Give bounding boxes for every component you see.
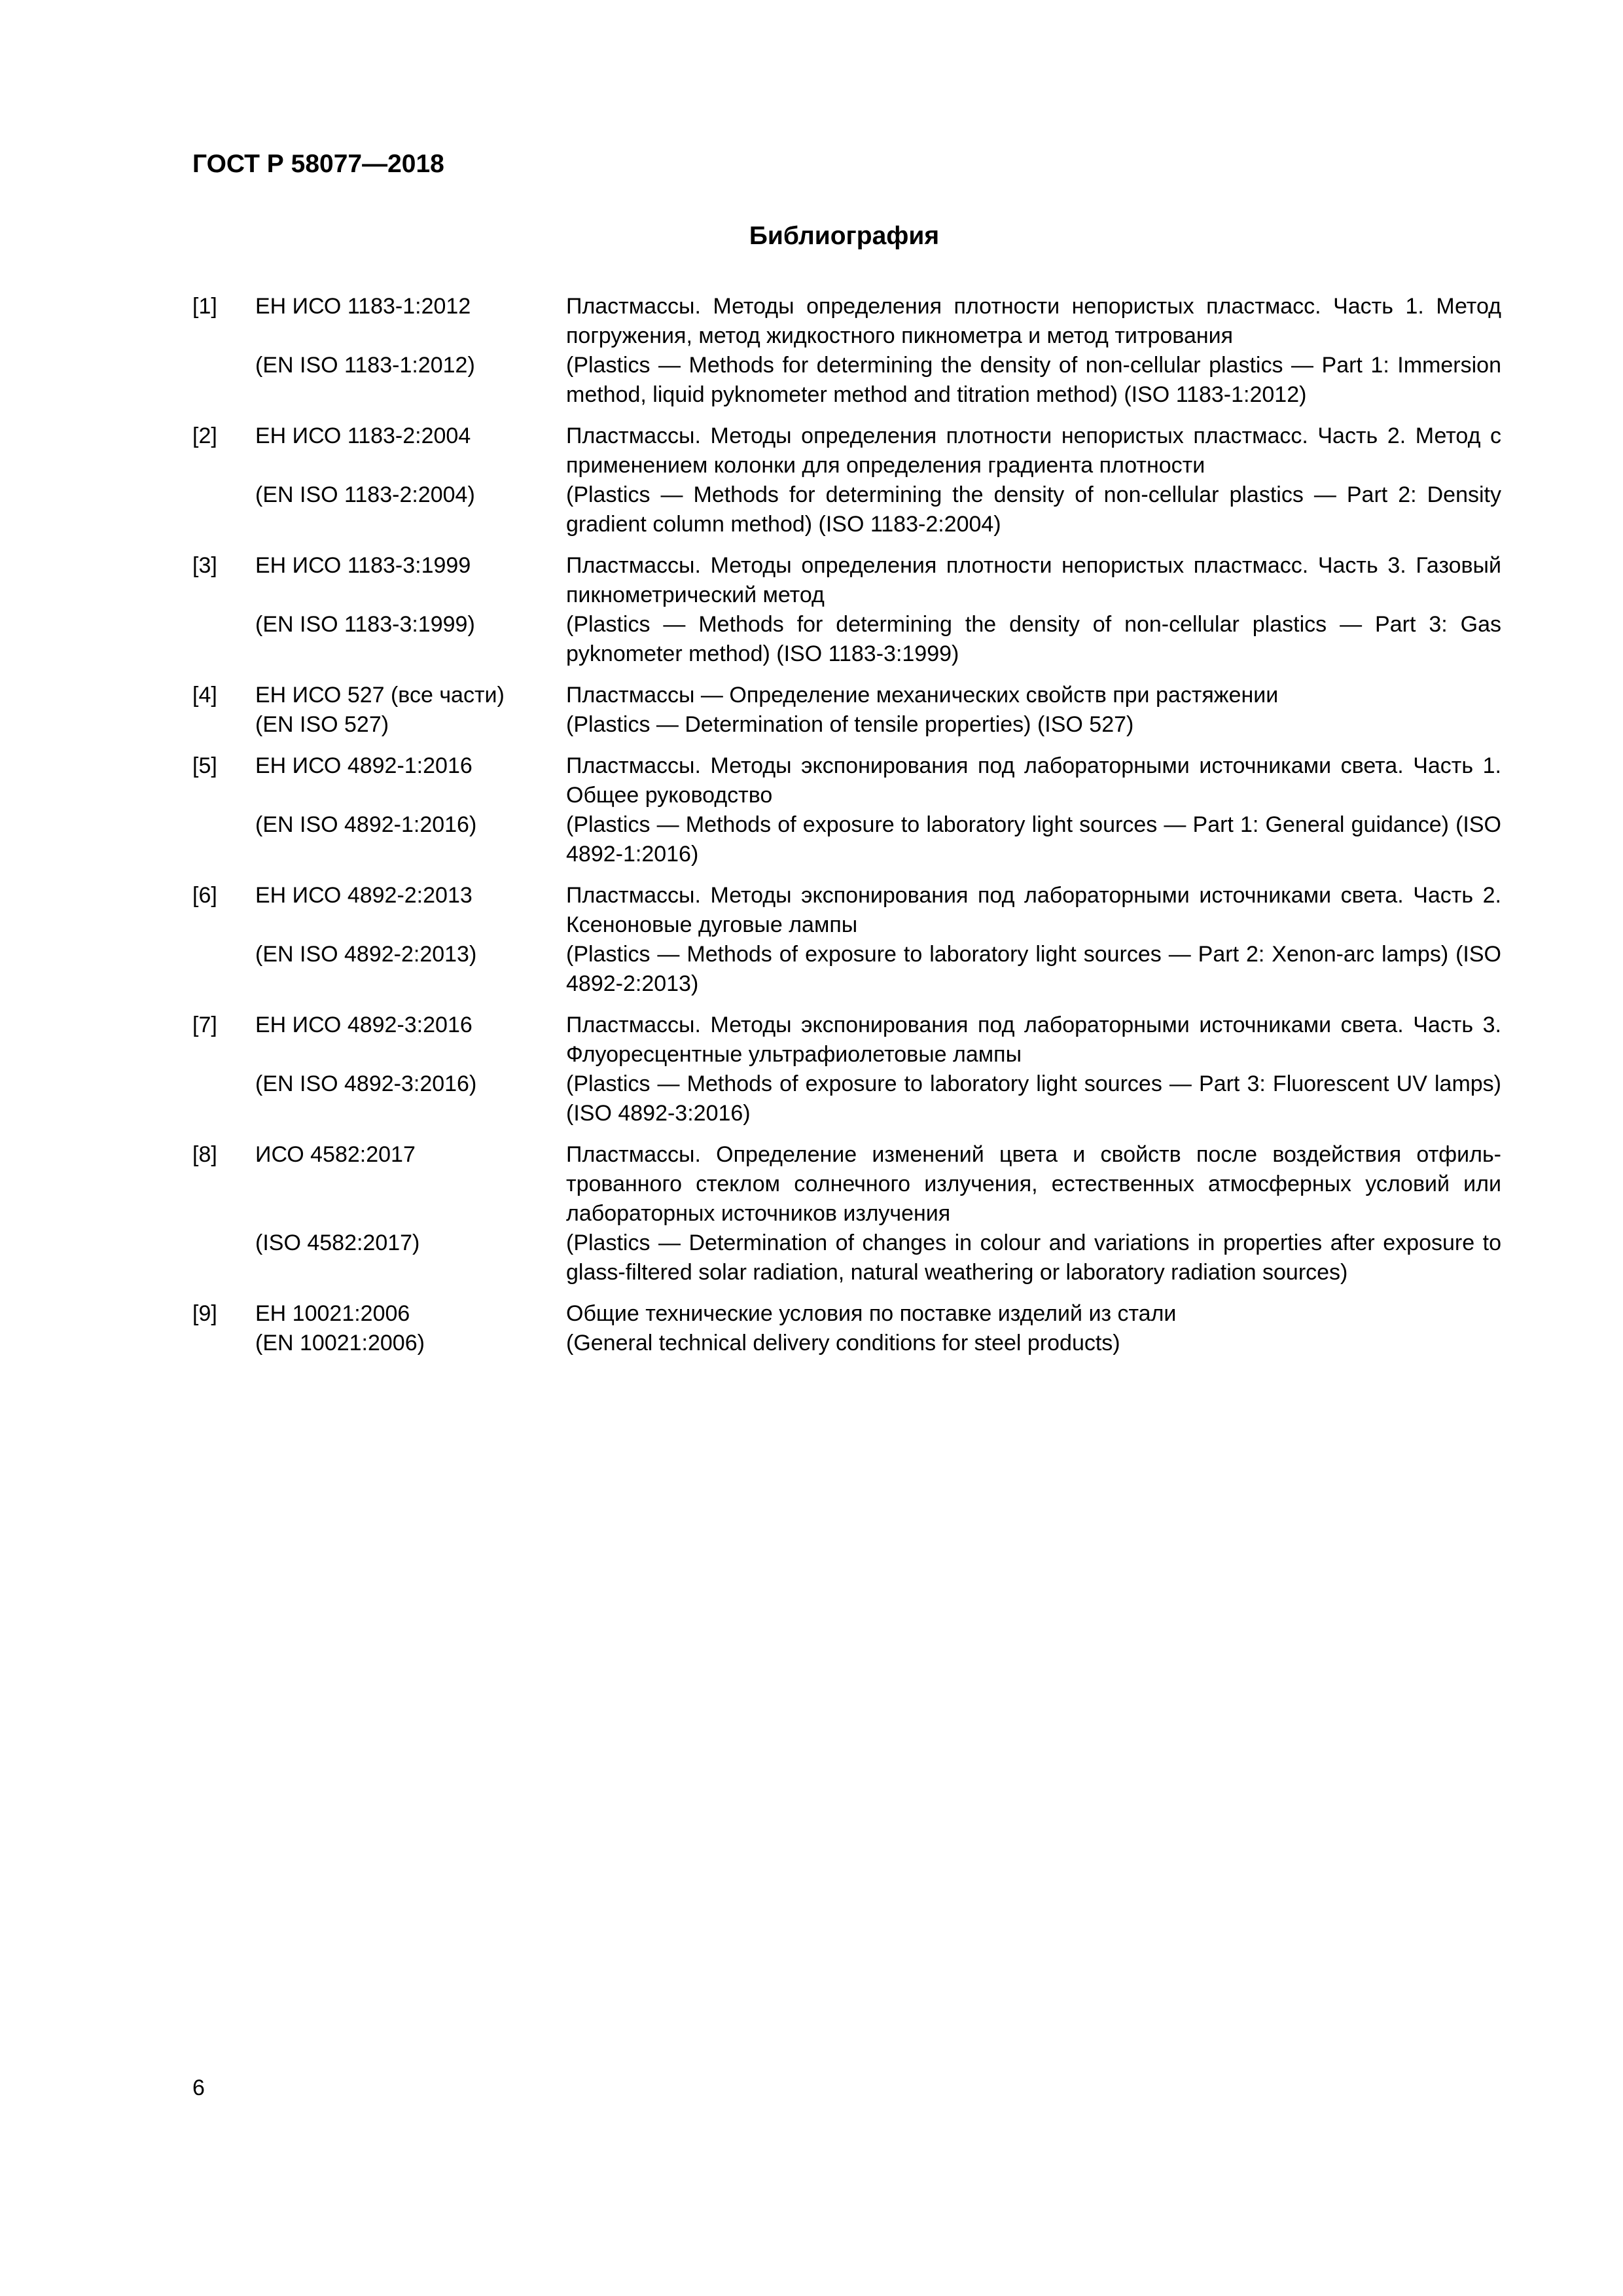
entry-standard-title: (General technical delivery conditions for steel products) xyxy=(566,1331,1120,1355)
bibliography-entry xyxy=(192,881,1501,999)
bibliography-entry-row xyxy=(192,292,1501,351)
bibliography-entry-row xyxy=(192,710,1501,740)
entry-standard-title: Пластмассы. Методы определения плотности непористых пластмасс. Часть 3. Газовый пикнометрический метод xyxy=(566,553,1501,607)
entry-standard-title: Пластмассы. Методы экспонирования под лабораторными источниками света. Часть 3. Флуоресцентные ультрафиолетовые лампы xyxy=(566,1013,1501,1067)
entry-standard-code: (EN ISO 1183-3:1999) xyxy=(255,612,475,637)
entry-standard-code: ЕН ИСО 1183-3:1999 xyxy=(255,553,471,578)
entry-standard-code: ЕН 10021:2006 xyxy=(255,1301,410,1326)
bibliography-entry-row xyxy=(192,480,1501,539)
entry-standard-code: (EN ISO 1183-1:2012) xyxy=(255,353,475,378)
entry-standard-title: (Plastics — Methods for determining the density of non-cellular plastics — Part 2: Density gradient column method) (ISO 1183-2:2004) xyxy=(566,482,1501,537)
bibliography-entry xyxy=(192,292,1501,410)
standard-code-header: ГОСТ Р 58077—2018 xyxy=(192,150,444,178)
bibliography-entry-row xyxy=(192,681,1501,710)
bibliography-entry-row xyxy=(192,1229,1501,1287)
bibliography-entry-row xyxy=(192,422,1501,480)
entry-number: [9] xyxy=(192,1301,217,1326)
entry-standard-title: Общие технические условия по поставке изделий из стали xyxy=(566,1301,1177,1326)
entry-standard-title: (Plastics — Determination of tensile properties) (ISO 527) xyxy=(566,712,1134,737)
bibliography-entry-row xyxy=(192,610,1501,669)
bibliography-entry-row xyxy=(192,1140,1501,1229)
entry-standard-code: ИСО 4582:2017 xyxy=(255,1142,416,1167)
bibliography-entry-row xyxy=(192,881,1501,940)
entry-standard-title: (Plastics — Methods for determining the density of non-cellular plastics — Part 1: Immersion method, liquid pyknometer method and titration method) (ISO 1183-1:2012) xyxy=(566,353,1501,407)
entry-standard-code: ЕН ИСО 1183-2:2004 xyxy=(255,423,471,448)
entry-standard-code: (ISO 4582:2017) xyxy=(255,1230,420,1255)
entry-standard-code: ЕН ИСО 4892-3:2016 xyxy=(255,1013,473,1037)
bibliography-entry-row xyxy=(192,810,1501,869)
bibliography-entry xyxy=(192,681,1501,740)
entry-standard-title: (Plastics — Determination of changes in colour and variations in properties after exposure to glass-filtered solar radiation, natural weathering or laboratory radiation sources) xyxy=(566,1230,1501,1285)
entry-standard-title: Пластмассы. Методы экспонирования под лабораторными источниками света. Часть 1. Общее руководство xyxy=(566,753,1501,808)
bibliography-entry xyxy=(192,1140,1501,1287)
entry-number: [1] xyxy=(192,294,217,319)
entry-number: [2] xyxy=(192,423,217,448)
entry-standard-title: (Plastics — Methods for determining the density of non-cellular plastics — Part 3: Gas pyknometer method) (ISO 1183-3:1999) xyxy=(566,612,1501,666)
bibliography-entry-row xyxy=(192,1069,1501,1128)
bibliography-entry xyxy=(192,551,1501,669)
entry-standard-code: ЕН ИСО 1183-1:2012 xyxy=(255,294,471,319)
bibliography-entry xyxy=(192,751,1501,869)
entry-standard-code: (EN ISO 4892-2:2013) xyxy=(255,942,477,967)
bibliography-entry-row xyxy=(192,551,1501,610)
bibliography-entry xyxy=(192,1299,1501,1358)
bibliography-entry-row xyxy=(192,1011,1501,1069)
entry-standard-code: (EN ISO 4892-3:2016) xyxy=(255,1071,477,1096)
entry-standard-code: (EN ISO 1183-2:2004) xyxy=(255,482,475,507)
entry-number: [8] xyxy=(192,1142,217,1167)
entry-standard-title: Пластмассы. Методы определения плотности непористых пластмасс. Часть 1. Метод погружения, метод жидкостного пикнометра и метод титрования xyxy=(566,294,1501,348)
entry-standard-code: ЕН ИСО 527 (все части) xyxy=(255,683,505,708)
entry-standard-title: (Plastics — Methods of exposure to laboratory light sources — Part 2: Xenon-arc lamps) (ISO 4892-2:2013) xyxy=(566,942,1501,996)
entry-number: [6] xyxy=(192,883,217,908)
entry-number: [3] xyxy=(192,553,217,578)
bibliography-entry xyxy=(192,1011,1501,1128)
entry-standard-title: (Plastics — Methods of exposure to laboratory light sources — Part 3: Fluorescent UV lamps) (ISO 4892-3:2016) xyxy=(566,1071,1501,1126)
entry-standard-title: Пластмассы — Определение механических свойств при растяжении xyxy=(566,683,1279,708)
entry-standard-code: (EN ISO 4892-1:2016) xyxy=(255,812,477,837)
entry-standard-code: ЕН ИСО 4892-2:2013 xyxy=(255,883,473,908)
bibliography-entry-row xyxy=(192,940,1501,999)
entry-standard-title: (Plastics — Methods of exposure to laboratory light sources — Part 1: General guidance) (ISO 4892-1:2016) xyxy=(566,812,1501,867)
entry-standard-code: (EN ISO 527) xyxy=(255,712,389,737)
entry-standard-title: Пластмассы. Методы экспонирования под лабораторными источниками света. Часть 2. Ксеноновые дуговые лампы xyxy=(566,883,1501,937)
entry-standard-title: Пластмассы. Определение изменений цвета и свойств после воздействия отфильтрованного стеклом солнечного излучения, естественных атмосферных условий или лабораторных источников излучения xyxy=(566,1142,1501,1226)
bibliography-entry xyxy=(192,422,1501,539)
entry-standard-code: ЕН ИСО 4892-1:2016 xyxy=(255,753,473,778)
entry-number: [5] xyxy=(192,753,217,778)
bibliography-entry-row xyxy=(192,1299,1501,1329)
bibliography-entry-row xyxy=(192,1329,1501,1358)
bibliography-title: Библиография xyxy=(749,222,940,250)
page-number: 6 xyxy=(192,2075,205,2100)
bibliography-list xyxy=(192,292,1501,1370)
entry-standard-code: (EN 10021:2006) xyxy=(255,1331,425,1355)
bibliography-entry-row xyxy=(192,351,1501,410)
entry-number: [7] xyxy=(192,1013,217,1037)
bibliography-entry-row xyxy=(192,751,1501,810)
entry-number: [4] xyxy=(192,683,217,708)
entry-standard-title: Пластмассы. Методы определения плотности непористых пластмасс. Часть 2. Метод с применением колонки для определения градиента плотности xyxy=(566,423,1501,478)
